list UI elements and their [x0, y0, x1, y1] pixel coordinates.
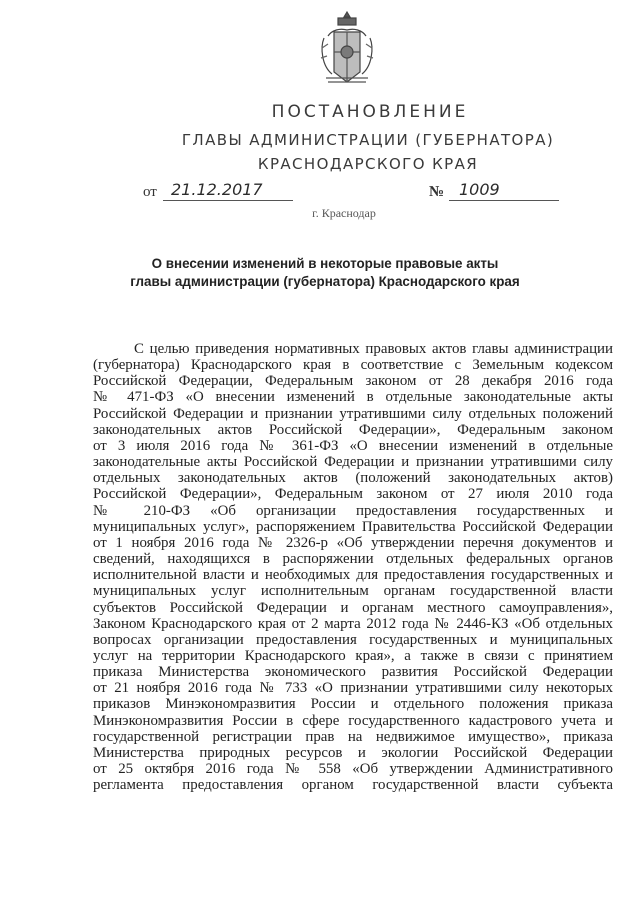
body-line: (губернатора) Краснодарского края в соответствие с Земельным кодексом: [93, 357, 613, 374]
body-line: Российской Федерации и признании утратившими силу отдельных положений: [93, 405, 613, 422]
body-line: № 471-ФЗ «О внесении изменений в отдельные законодательные акты: [93, 389, 613, 406]
city-name: г. Краснодар: [312, 206, 376, 220]
body-line: Российской Федерации, Федеральным законом от 28 декабря 2016 года: [93, 373, 613, 390]
body-line: С целью приведения нормативных правовых актов главы администрации: [134, 341, 613, 357]
body-line: субъектов Российской Федерации и органам местного самоуправления»,: [93, 599, 613, 616]
body-line: от 3 июля 2016 года № 361-ФЗ «О внесении изменений в отдельные: [93, 437, 613, 454]
body-line: вопросах организации предоставления государственных и муниципальных: [93, 631, 613, 648]
body-line: исполнительной власти и необходимых для предоставления государственных и: [93, 567, 613, 584]
number-underline: [449, 200, 559, 201]
decree-heading: ПОСТАНОВЛЕНИЕ: [271, 102, 469, 122]
body-line: от 1 ноября 2016 года № 2326-р «Об утверждении перечня документов и: [93, 534, 613, 551]
body-line: отдельных законодательных актов (положений законодательных актов): [93, 470, 613, 487]
authority-heading: ГЛАВЫ АДМИНИСТРАЦИИ (ГУБЕРНАТОРА): [181, 131, 555, 149]
body-line: приказов Минэкономразвития России и отдельного положения приказа: [93, 696, 613, 713]
body-line: № 210-ФЗ «Об организации предоставления государственных и: [93, 502, 613, 519]
body-line: законодательных актов Российской Федерации», Федеральным законом: [93, 421, 613, 438]
body-paragraph: [93, 341, 613, 793]
body-line: Законом Краснодарского края от 2 марта 2012 года № 2446-КЗ «Об отдельных: [93, 615, 613, 632]
region-heading: КРАСНОДАРСКОГО КРАЯ: [257, 155, 479, 173]
body-line: от 21 ноября 2016 года № 733 «О признании утратившими силу некоторых: [93, 680, 613, 697]
document-title-line-2: главы администрации (губернатора) Краснодарского края: [130, 274, 520, 289]
document-title: [90, 255, 560, 291]
date-label: от: [143, 184, 157, 200]
body-line: услуг на территории Краснодарского края», а также в связи с принятием: [93, 647, 613, 664]
body-line: муниципальных услуг исполнительным органам государственной власти: [93, 583, 613, 600]
date-underline: [163, 200, 293, 201]
date-number-line: [143, 182, 563, 206]
body-line: сведений, находящихся в распоряжении отдельных федеральных органов: [93, 551, 613, 568]
body-line: регламента предоставления органом государственной власти субъекта: [93, 777, 613, 794]
number-value: 1009: [459, 180, 500, 199]
body-line: от 25 октября 2016 года № 558 «Об утверждении Административного: [93, 761, 613, 778]
body-line: Министерства природных ресурсов и экологии Российской Федерации: [93, 744, 613, 761]
body-line: законодательные акты Российской Федерации и признании утратившими силу: [93, 454, 613, 471]
date-value: 21.12.2017: [171, 180, 263, 199]
body-line: приказа Министерства экономического развития Российской Федерации: [93, 664, 613, 681]
body-line: Минэкономразвития России в сфере государственного кадастрового учета и: [93, 712, 613, 729]
coat-of-arms-icon: [318, 8, 376, 92]
body-line: Российской Федерации», Федеральным законом от 27 июля 2010 года: [93, 486, 613, 503]
body-line: муниципальных услуг», распоряжением Правительства Российской Федерации: [93, 518, 613, 535]
number-label: №: [429, 184, 445, 200]
document-title-line-1: О внесении изменений в некоторые правовые акты: [151, 256, 499, 271]
body-line: государственной регистрации прав на недвижимое имущество», приказа: [93, 728, 613, 745]
